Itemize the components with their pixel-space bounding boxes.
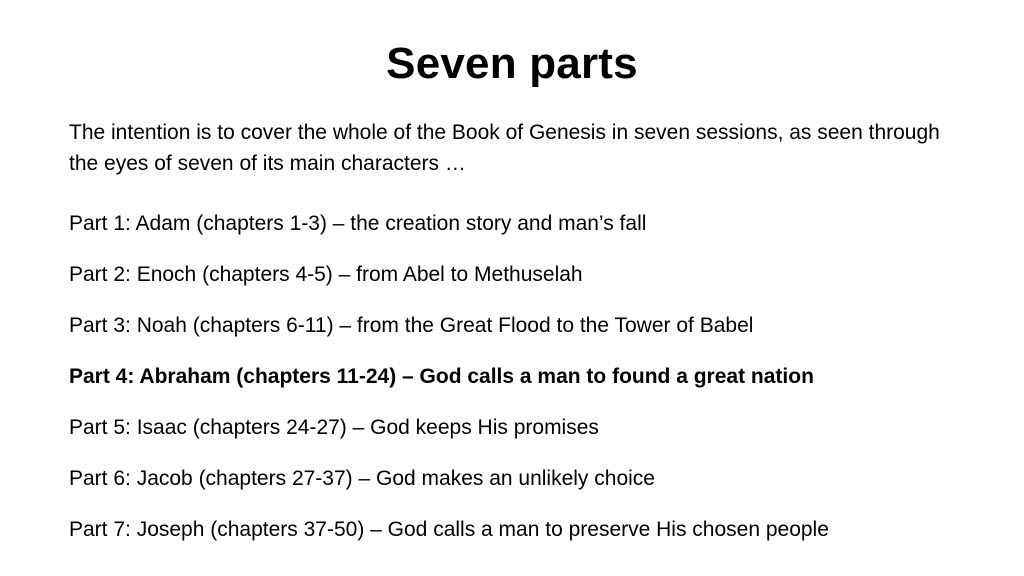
part-item-6: Part 6: Jacob (chapters 27-37) – God makes an unlikely choice xyxy=(69,467,655,490)
slide-title: Seven parts xyxy=(386,39,638,88)
part-item-2: Part 2: Enoch (chapters 4-5) – from Abel to Methuselah xyxy=(69,263,583,286)
parts-list xyxy=(69,208,989,565)
part-item-1: Part 1: Adam (chapters 1-3) – the creation story and man’s fall xyxy=(69,212,647,235)
part-item-3: Part 3: Noah (chapters 6-11) – from the Great Flood to the Tower of Babel xyxy=(69,314,754,337)
part-item-5: Part 5: Isaac (chapters 24-27) – God keeps His promises xyxy=(69,416,599,439)
intro-paragraph: The intention is to cover the whole of the Book of Genesis in seven sessions, as seen through the eyes of seven of its main characters … xyxy=(69,121,940,175)
part-item-7: Part 7: Joseph (chapters 37-50) – God calls a man to preserve His chosen people xyxy=(69,518,829,541)
part-item-4-current: Part 4: Abraham (chapters 11-24) – God calls a man to found a great nation xyxy=(69,365,814,388)
